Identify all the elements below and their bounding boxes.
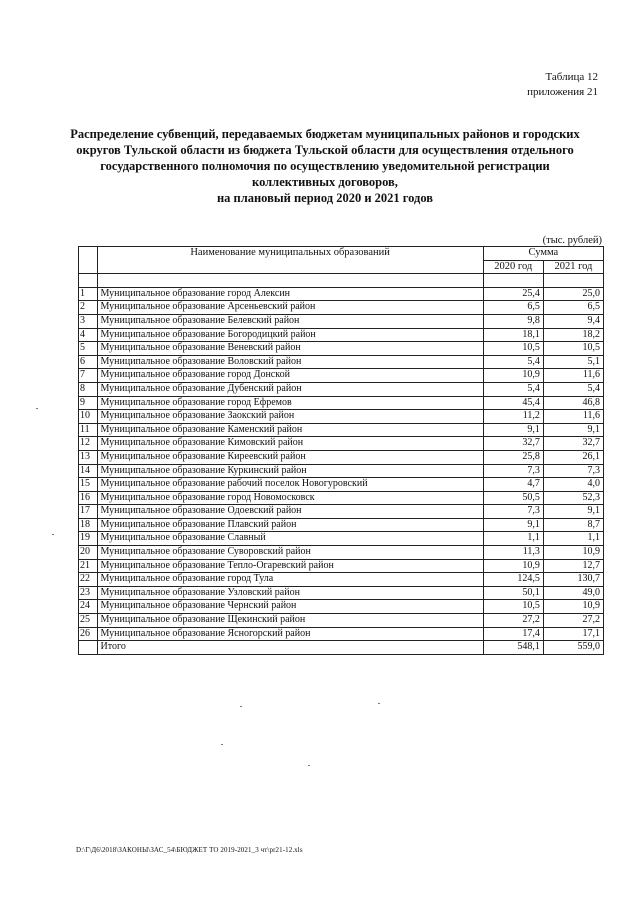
- scan-speck: [240, 706, 242, 707]
- row-number: 1: [79, 287, 98, 301]
- table-body: [79, 274, 604, 655]
- row-number: 17: [79, 505, 98, 519]
- table-number: Таблица 12: [545, 71, 598, 83]
- value-2020: 10,9: [483, 559, 543, 573]
- value-2020: 6,5: [483, 301, 543, 315]
- row-number: 22: [79, 573, 98, 587]
- scan-speck: [378, 703, 380, 704]
- title-line: на плановый период 2020 и 2021 годов: [216, 191, 434, 205]
- row-number: 5: [79, 342, 98, 356]
- header-year-2021: 2021 год: [543, 260, 603, 274]
- file-path: D:\Г\Д6\2018\ЗАКОНЫ\ЗАС_54\БЮДЖЕТ ТО 2019-2021_3 чт\pr21-12.xls: [76, 846, 303, 854]
- value-2021: 12,7: [543, 559, 603, 573]
- value-2020: 10,5: [483, 342, 543, 356]
- row-number: 21: [79, 559, 98, 573]
- value-2020: 32,7: [483, 437, 543, 451]
- units-label: (тыс. рублей): [542, 235, 602, 246]
- table-row: [79, 614, 604, 628]
- value-2021: 5,4: [543, 382, 603, 396]
- row-number: 19: [79, 532, 98, 546]
- table-row: [79, 382, 604, 396]
- table-row: [79, 491, 604, 505]
- row-number: 13: [79, 450, 98, 464]
- row-number: 23: [79, 586, 98, 600]
- value-2020: 5,4: [483, 382, 543, 396]
- table-row: [79, 314, 604, 328]
- value-2021: 7,3: [543, 464, 603, 478]
- header-sum: Сумма: [483, 247, 603, 261]
- row-name: Муниципальное образование рабочий поселок Новогуровский: [97, 478, 483, 492]
- row-name: Муниципальное образование Арсеньевский район: [97, 301, 483, 315]
- row-name: Муниципальное образование Заокский район: [97, 410, 483, 424]
- row-number: 12: [79, 437, 98, 451]
- value-2021: 52,3: [543, 491, 603, 505]
- row-name: Муниципальное образование Киреевский район: [97, 450, 483, 464]
- value-2021: 11,6: [543, 369, 603, 383]
- subvention-table: [78, 246, 604, 655]
- value-2021: 4,0: [543, 478, 603, 492]
- title-line: государственного полномочия по осуществлению уведомительной регистрации: [100, 159, 550, 173]
- table-row: [79, 559, 604, 573]
- table-row: [79, 600, 604, 614]
- row-name: Муниципальное образование город Алексин: [97, 287, 483, 301]
- table-row: [79, 518, 604, 532]
- value-2020: 7,3: [483, 505, 543, 519]
- table-row: [79, 464, 604, 478]
- row-name: Муниципальное образование Каменский район: [97, 423, 483, 437]
- value-2021: 10,9: [543, 546, 603, 560]
- row-name: Муниципальное образование Белевский район: [97, 314, 483, 328]
- value-2021: 5,1: [543, 355, 603, 369]
- value-2020: 27,2: [483, 614, 543, 628]
- row-name: Муниципальное образование Плавский район: [97, 518, 483, 532]
- row-number: 16: [79, 491, 98, 505]
- header-number-cell: [79, 247, 98, 274]
- total-2021: 559,0: [543, 641, 603, 655]
- total-2020: 548,1: [483, 641, 543, 655]
- row-name: Муниципальное образование Узловский район: [97, 586, 483, 600]
- title-line: Распределение субвенций, передаваемых бюджетам муниципальных районов и городских: [70, 127, 580, 141]
- scan-speck: [52, 534, 54, 535]
- row-name: Муниципальное образование Дубенский район: [97, 382, 483, 396]
- value-2021: 8,7: [543, 518, 603, 532]
- value-2021: 17,1: [543, 627, 603, 641]
- table-row: [79, 355, 604, 369]
- value-2021: 9,4: [543, 314, 603, 328]
- table-row: [79, 586, 604, 600]
- value-2020: 11,2: [483, 410, 543, 424]
- value-2021: 11,6: [543, 410, 603, 424]
- value-2020: 9,1: [483, 518, 543, 532]
- row-number: 4: [79, 328, 98, 342]
- row-number: 14: [79, 464, 98, 478]
- value-2020: 9,1: [483, 423, 543, 437]
- row-number: 9: [79, 396, 98, 410]
- value-2021: 32,7: [543, 437, 603, 451]
- table-row: [79, 573, 604, 587]
- table-row: [79, 423, 604, 437]
- row-name: Муниципальное образование Ясногорский район: [97, 627, 483, 641]
- table-row: [79, 437, 604, 451]
- row-name: Муниципальное образование Веневский район: [97, 342, 483, 356]
- value-2020: 18,1: [483, 328, 543, 342]
- value-2021: 18,2: [543, 328, 603, 342]
- row-name: Муниципальное образование Воловский район: [97, 355, 483, 369]
- row-number: 2: [79, 301, 98, 315]
- title-line: округов Тульской области из бюджета Тульской области для осуществления отдельного: [76, 143, 574, 157]
- row-name: Муниципальное образование Славный: [97, 532, 483, 546]
- row-name: Муниципальное образование Кимовский район: [97, 437, 483, 451]
- value-2020: 25,4: [483, 287, 543, 301]
- row-number: 24: [79, 600, 98, 614]
- table-row: [79, 505, 604, 519]
- row-name: Муниципальное образование город Новомосковск: [97, 491, 483, 505]
- table-row: [79, 342, 604, 356]
- row-name: Муниципальное образование Тепло-Огаревский район: [97, 559, 483, 573]
- value-2020: 45,4: [483, 396, 543, 410]
- row-name: Муниципальное образование Суворовский район: [97, 546, 483, 560]
- value-2020: 50,1: [483, 586, 543, 600]
- scan-speck: [221, 744, 223, 745]
- value-2020: 25,8: [483, 450, 543, 464]
- value-2020: 4,7: [483, 478, 543, 492]
- table-row: [79, 450, 604, 464]
- value-2020: 50,5: [483, 491, 543, 505]
- row-name: Муниципальное образование город Тула: [97, 573, 483, 587]
- value-2020: 9,8: [483, 314, 543, 328]
- row-number: 7: [79, 369, 98, 383]
- scan-speck: [36, 408, 38, 409]
- table-row: [79, 328, 604, 342]
- row-number: 26: [79, 627, 98, 641]
- row-name: Муниципальное образование город Ефремов: [97, 396, 483, 410]
- value-2020: 10,5: [483, 600, 543, 614]
- table-row: [79, 287, 604, 301]
- header-year-2020: 2020 год: [483, 260, 543, 274]
- value-2021: 27,2: [543, 614, 603, 628]
- spacer-row: [79, 274, 604, 288]
- header-name: Наименование муниципальных образований: [97, 247, 483, 274]
- document-title: [60, 126, 590, 206]
- table-row: [79, 410, 604, 424]
- table-row: [79, 546, 604, 560]
- row-number: 25: [79, 614, 98, 628]
- title-line: коллективных договоров,: [252, 175, 398, 189]
- row-number: 8: [79, 382, 98, 396]
- value-2021: 10,5: [543, 342, 603, 356]
- row-number: 18: [79, 518, 98, 532]
- table-row: [79, 627, 604, 641]
- table-row: [79, 478, 604, 492]
- row-number: 6: [79, 355, 98, 369]
- table-row: [79, 532, 604, 546]
- value-2021: 1,1: [543, 532, 603, 546]
- value-2021: 130,7: [543, 573, 603, 587]
- table-reference: [527, 70, 598, 100]
- row-name: Муниципальное образование Богородицкий район: [97, 328, 483, 342]
- value-2021: 25,0: [543, 287, 603, 301]
- value-2020: 7,3: [483, 464, 543, 478]
- value-2020: 10,9: [483, 369, 543, 383]
- row-name: Муниципальное образование Щекинский район: [97, 614, 483, 628]
- value-2021: 26,1: [543, 450, 603, 464]
- total-number: [79, 641, 98, 655]
- value-2021: 9,1: [543, 505, 603, 519]
- value-2020: 11,3: [483, 546, 543, 560]
- value-2020: 124,5: [483, 573, 543, 587]
- value-2020: 1,1: [483, 532, 543, 546]
- row-number: 3: [79, 314, 98, 328]
- scan-speck: [308, 765, 310, 766]
- row-number: 15: [79, 478, 98, 492]
- row-name: Муниципальное образование Чернский район: [97, 600, 483, 614]
- row-name: Муниципальное образование город Донской: [97, 369, 483, 383]
- row-number: 10: [79, 410, 98, 424]
- row-name: Муниципальное образование Одоевский район: [97, 505, 483, 519]
- table-row: [79, 396, 604, 410]
- row-name: Муниципальное образование Куркинский район: [97, 464, 483, 478]
- value-2021: 10,9: [543, 600, 603, 614]
- row-number: 20: [79, 546, 98, 560]
- table-row: [79, 369, 604, 383]
- row-number: 11: [79, 423, 98, 437]
- total-row: [79, 641, 604, 655]
- value-2021: 49,0: [543, 586, 603, 600]
- value-2021: 46,8: [543, 396, 603, 410]
- value-2021: 9,1: [543, 423, 603, 437]
- appendix-number: приложения 21: [527, 86, 598, 98]
- value-2020: 5,4: [483, 355, 543, 369]
- table-row: [79, 301, 604, 315]
- value-2020: 17,4: [483, 627, 543, 641]
- total-label: Итого: [97, 641, 483, 655]
- value-2021: 6,5: [543, 301, 603, 315]
